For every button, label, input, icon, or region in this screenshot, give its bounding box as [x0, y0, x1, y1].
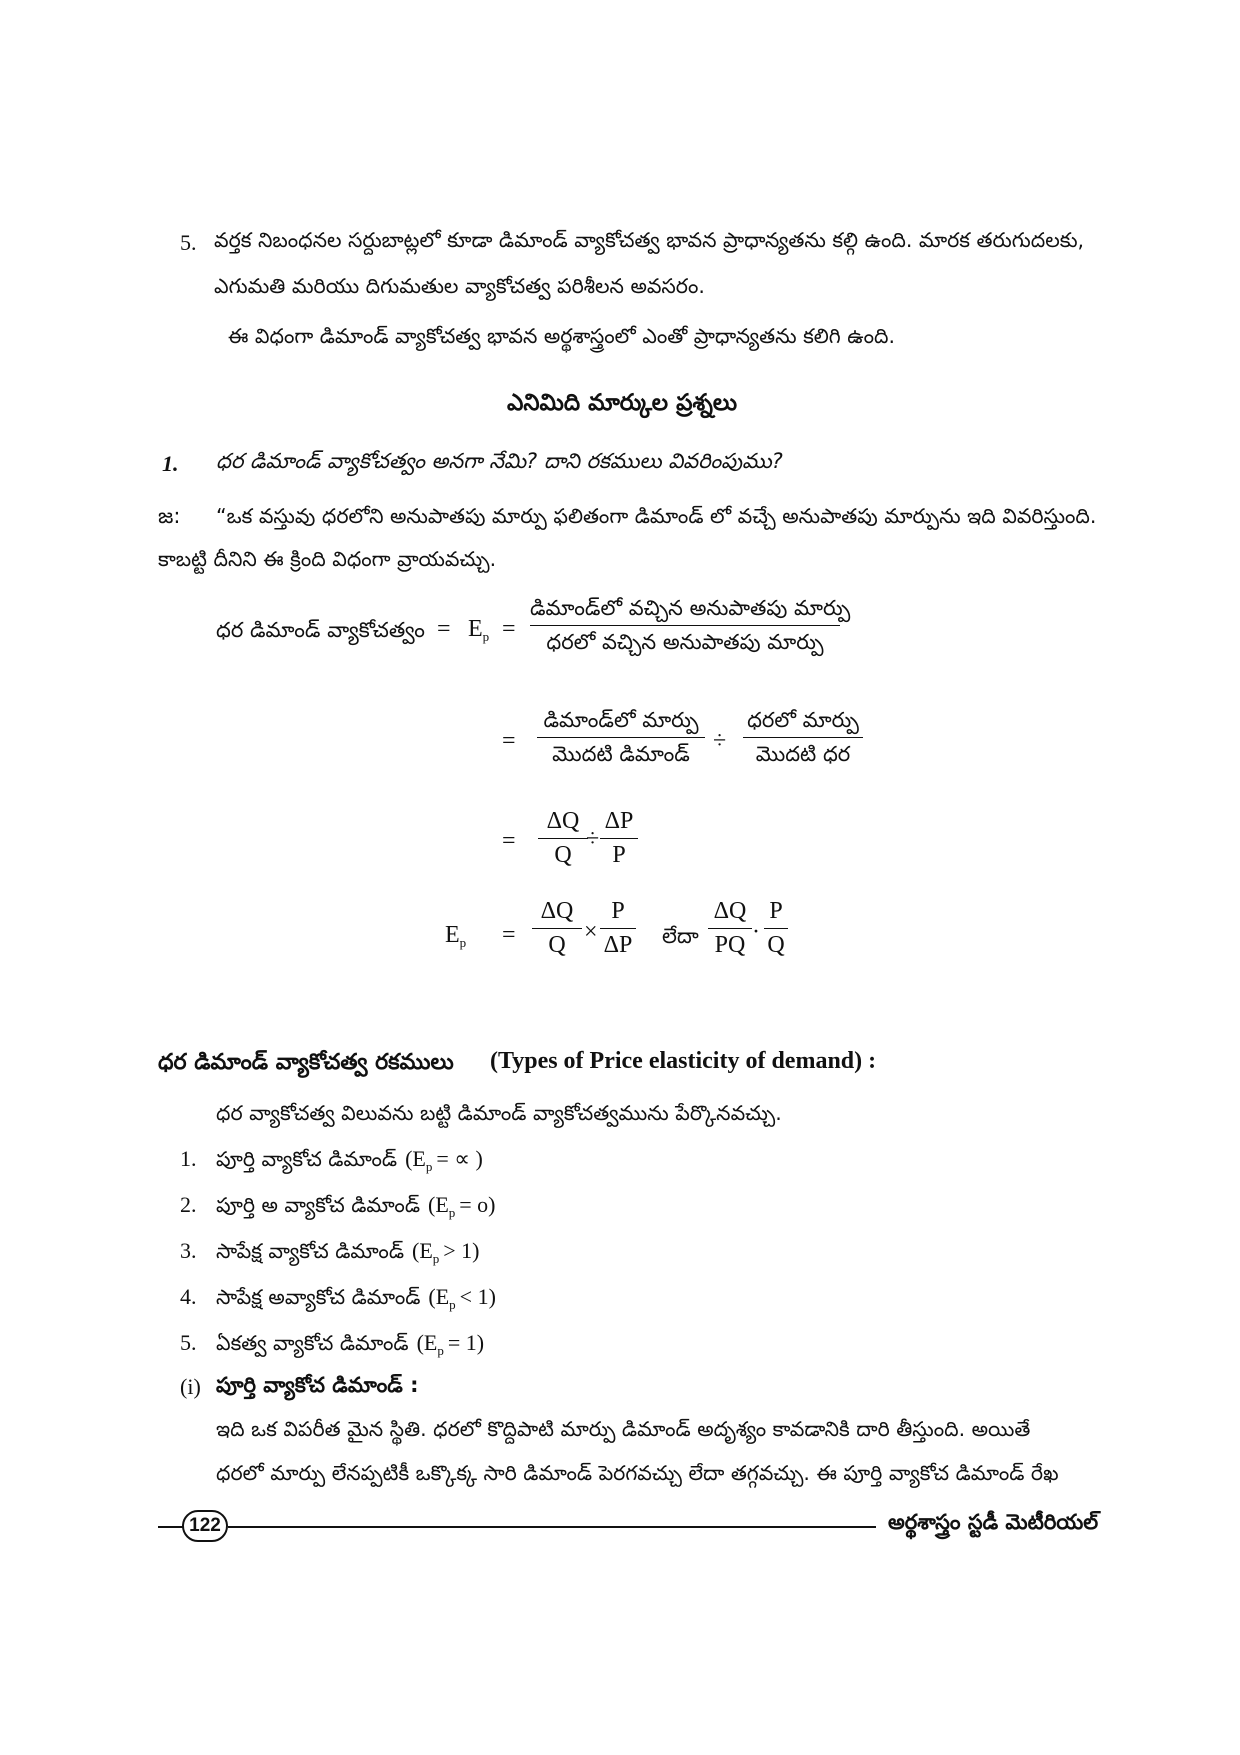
- divide-sign: ÷: [586, 826, 600, 852]
- fraction-dp-p: ΔP P: [600, 808, 638, 869]
- item-condition: ($E_p$ = ∝ ): [405, 1146, 483, 1174]
- divide-sign: ÷: [713, 728, 727, 754]
- formula-lhs-label: ధర డిమాండ్ వ్యాకోచత్వం: [216, 618, 425, 642]
- item-condition: $(E_p = 1)$: [416, 1330, 485, 1358]
- section-title: ఎనిమిది మార్కుల ప్రశ్నలు: [507, 390, 738, 416]
- equals-sign: =: [502, 616, 516, 642]
- subsection-title: పూర్తి వ్యాకోచ డిమాండ్ :: [216, 1373, 419, 1397]
- types-intro: ధర వ్యాకోచత్వ విలువను బట్టి డిమాండ్ వ్యాకోచత్వమును పేర్కొనవచ్చు.: [216, 1101, 782, 1125]
- fraction-numerator: ధరలో మార్పు: [747, 708, 859, 732]
- types-list-item: [180, 1146, 496, 1192]
- or-word: లేదా: [662, 924, 699, 948]
- fraction-denominator: మొదటి డిమాండ్: [552, 742, 690, 766]
- answer-line1: “ఒక వస్తువు ధరలోని అనుపాతపు మార్పు ఫలితంగా డిమాండ్ లో వచ్చే అనుపాతపు మార్పును ఇది వివరిస్తుంది.: [216, 504, 1097, 528]
- equals-sign: =: [502, 828, 516, 854]
- equals-sign: =: [502, 728, 516, 754]
- item-condition: $(E_p < 1)$: [428, 1284, 496, 1312]
- fraction-denominator: ధరలో వచ్చిన అనుపాతపు మార్పు: [546, 630, 824, 654]
- page-number: 122: [182, 1510, 228, 1542]
- dot-sign: ·: [752, 919, 760, 945]
- item-number: 4.: [180, 1284, 197, 1309]
- fraction-numerator: డిమాండ్‌లో వచ్చిన అనుపాతపు మార్పు: [530, 596, 851, 620]
- types-list: [180, 1146, 496, 1376]
- item-text: ఏకత్వ వ్యాకోచ డిమాండ్: [216, 1331, 409, 1355]
- fraction-price-change: [743, 710, 863, 765]
- fraction-numerator: డిమాండ్‌లో మార్పు: [543, 708, 699, 732]
- fraction-p-q: P Q: [764, 898, 788, 959]
- point5-line2: ఎగుమతి మరియు దిగుమతుల వ్యాకోచత్వ పరిశీలన అవసరం.: [214, 274, 705, 298]
- types-heading-telugu: ధర డిమాండ్ వ్యాకోచత్వ రకములు: [158, 1050, 454, 1075]
- item-condition: $(E_p > 1)$: [412, 1238, 480, 1266]
- fraction-dq-q: ΔQ Q: [538, 808, 588, 869]
- ep-symbol: $E_p$: [445, 922, 467, 950]
- answer-label: జ:: [158, 504, 181, 528]
- fraction-denominator: మొదటి ధర: [755, 742, 851, 766]
- types-list-item: [180, 1330, 496, 1376]
- fraction-dq-q: ΔQ Q: [532, 898, 582, 959]
- footer-rule: [228, 1526, 876, 1528]
- fraction-bar: [537, 737, 705, 738]
- item-number: 1.: [180, 1146, 197, 1171]
- times-sign: ×: [584, 919, 598, 945]
- item-condition: $(E_p = o)$: [428, 1192, 496, 1220]
- equals-sign: =: [502, 922, 516, 948]
- item-text: పూర్తి వ్యాకోచ డిమాండ్: [216, 1147, 398, 1171]
- fraction-proportional: [530, 596, 851, 654]
- question-number: 1.: [162, 451, 179, 476]
- subsection-line2: ధరలో మార్పు లేనప్పటికీ ఒక్కొక్క సారి డిమాండ్ పెరగవచ్చు లేదా తగ్గవచ్చు. ఈ పూర్తి వ్యాకోచ డిమాండ్ రేఖ: [216, 1461, 1059, 1485]
- answer-line2: కాబట్టి దీనిని ఈ క్రింది విధంగా వ్రాయవచ్చు.: [158, 547, 497, 571]
- types-heading-english: (Types of Price elasticity of demand) :: [490, 1048, 877, 1074]
- item-number: 3.: [180, 1238, 197, 1263]
- equals-sign: =: [437, 616, 451, 642]
- fraction-bar: [530, 625, 840, 626]
- types-list-item: [180, 1284, 496, 1330]
- book-title: అర్థశాస్త్రం స్టడీ మెటీరియల్: [888, 1510, 1099, 1534]
- fraction-dq-pq: ΔQ PQ: [708, 898, 752, 959]
- question-text: ధర డిమాండ్ వ్యాకోచత్వం అనగా నేమి? దాని రకములు వివరింపుము?: [216, 449, 783, 473]
- item-text: పూర్తి అ వ్యాకోచ డిమాండ్: [216, 1193, 420, 1217]
- subsection-line1: ఇది ఒక విపరీత మైన స్థితి. ధరలో కొద్దిపాటి మార్పు డిమాండ్ అదృశ్యం కావడానికి దారి తీస్తుంది. అయితే: [216, 1417, 1031, 1441]
- item-number: 2.: [180, 1192, 197, 1217]
- types-list-item: [180, 1192, 496, 1238]
- fraction-bar: [743, 737, 863, 738]
- ep-symbol: $E_p$: [468, 616, 490, 644]
- fraction-demand-change: [537, 710, 705, 765]
- subsection-number: (i): [180, 1374, 201, 1399]
- item-number: 5.: [180, 1330, 197, 1355]
- types-list-item: [180, 1238, 496, 1284]
- conclusion-text: ఈ విధంగా డిమాండ్ వ్యాకోచత్వ భావన అర్థశాస్త్రంలో ఎంతో ప్రాధాన్యతను కలిగి ఉంది.: [228, 324, 896, 348]
- item-text: సాపేక్ష అవ్యాకోచ డిమాండ్: [216, 1285, 421, 1309]
- footer-rule-left: [158, 1526, 184, 1528]
- item-text: సాపేక్ష వ్యాకోచ డిమాండ్: [216, 1239, 404, 1263]
- fraction-p-dp: P ΔP: [600, 898, 636, 959]
- point5-line1: వర్తక నిబంధనల సర్దుబాట్లలో కూడా డిమాండ్ వ్యాకోచత్వ భావన ప్రాధాన్యతను కల్గి ఉంది. మారక తరుగుదలకు,: [214, 228, 1085, 252]
- point-number: 5.: [180, 230, 197, 255]
